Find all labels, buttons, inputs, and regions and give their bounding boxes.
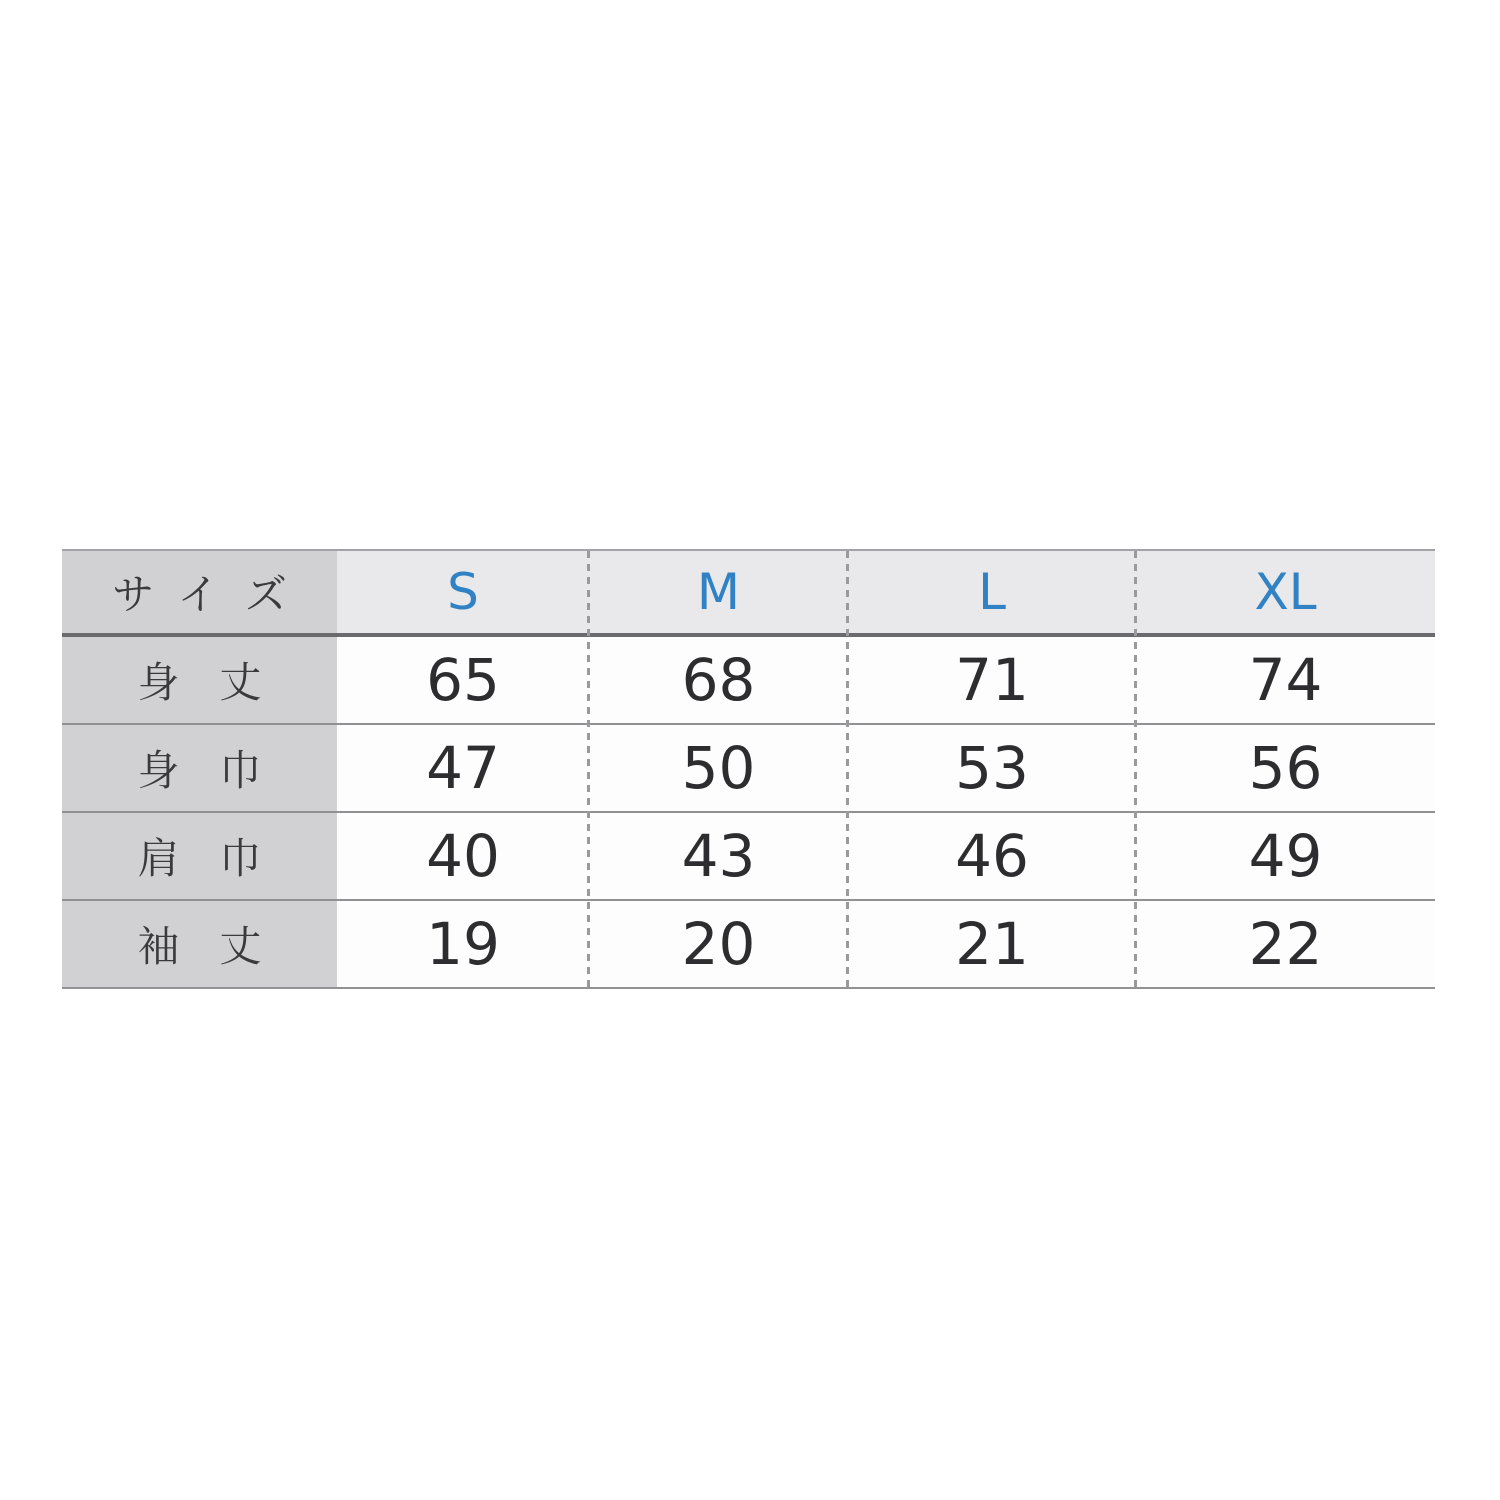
column-divider-dashed [1134, 551, 1137, 987]
row-label-text: 肩巾 [137, 834, 302, 883]
cell-value: 47 [426, 734, 500, 802]
size-l-text: L [978, 563, 1006, 621]
cell-value: 40 [426, 822, 500, 890]
table-cell [337, 637, 589, 723]
table-row-shoulder-width [62, 813, 1435, 901]
size-m-text: M [696, 563, 741, 621]
table-header-row [62, 551, 1435, 637]
header-cell-m [589, 551, 848, 633]
table-cell [848, 637, 1136, 723]
header-cell-s [337, 551, 589, 633]
cell-value: 19 [426, 910, 500, 978]
cell-value: 71 [955, 646, 1029, 714]
table-row-sleeve-length [62, 901, 1435, 987]
cell-value: 74 [1248, 646, 1323, 714]
row-label-text: 身丈 [137, 658, 302, 707]
cell-value: 43 [681, 822, 756, 890]
row-label-cell [62, 725, 337, 811]
row-label-text: 袖丈 [137, 922, 302, 971]
table-cell [337, 725, 589, 811]
table-cell [848, 813, 1136, 899]
cell-value: 65 [426, 646, 500, 714]
table-cell [589, 725, 848, 811]
cell-value: 20 [681, 910, 756, 978]
cell-value: 46 [955, 822, 1029, 890]
table-row-body-width [62, 725, 1435, 813]
size-xl-text: XL [1254, 563, 1317, 621]
header-cell-l [848, 551, 1136, 633]
table-cell [589, 637, 848, 723]
table-cell [589, 813, 848, 899]
row-label-cell [62, 813, 337, 899]
row-label-cell [62, 901, 337, 987]
table-cell [1136, 725, 1435, 811]
cell-value: 68 [681, 646, 756, 714]
cell-value: 53 [955, 734, 1029, 802]
cell-value: 49 [1248, 822, 1323, 890]
cell-value: 50 [681, 734, 756, 802]
row-label-text: 身巾 [137, 746, 302, 795]
size-label-text: サイズ [112, 570, 313, 619]
header-cell-xl [1136, 551, 1435, 633]
header-cell-size-label [62, 551, 337, 633]
size-s-text: S [447, 563, 479, 621]
cell-value: 21 [955, 910, 1029, 978]
table-cell [1136, 813, 1435, 899]
table-cell [848, 725, 1136, 811]
table-cell [337, 901, 589, 987]
row-label-cell [62, 637, 337, 723]
table-cell [337, 813, 589, 899]
table-cell [848, 901, 1136, 987]
table-cell [1136, 901, 1435, 987]
cell-value: 56 [1248, 734, 1323, 802]
column-divider-dashed [846, 551, 849, 987]
cell-value: 22 [1248, 910, 1323, 978]
column-divider-dashed [587, 551, 590, 987]
table-cell [589, 901, 848, 987]
size-table [62, 549, 1435, 989]
table-cell [1136, 637, 1435, 723]
table-row-body-length [62, 637, 1435, 725]
